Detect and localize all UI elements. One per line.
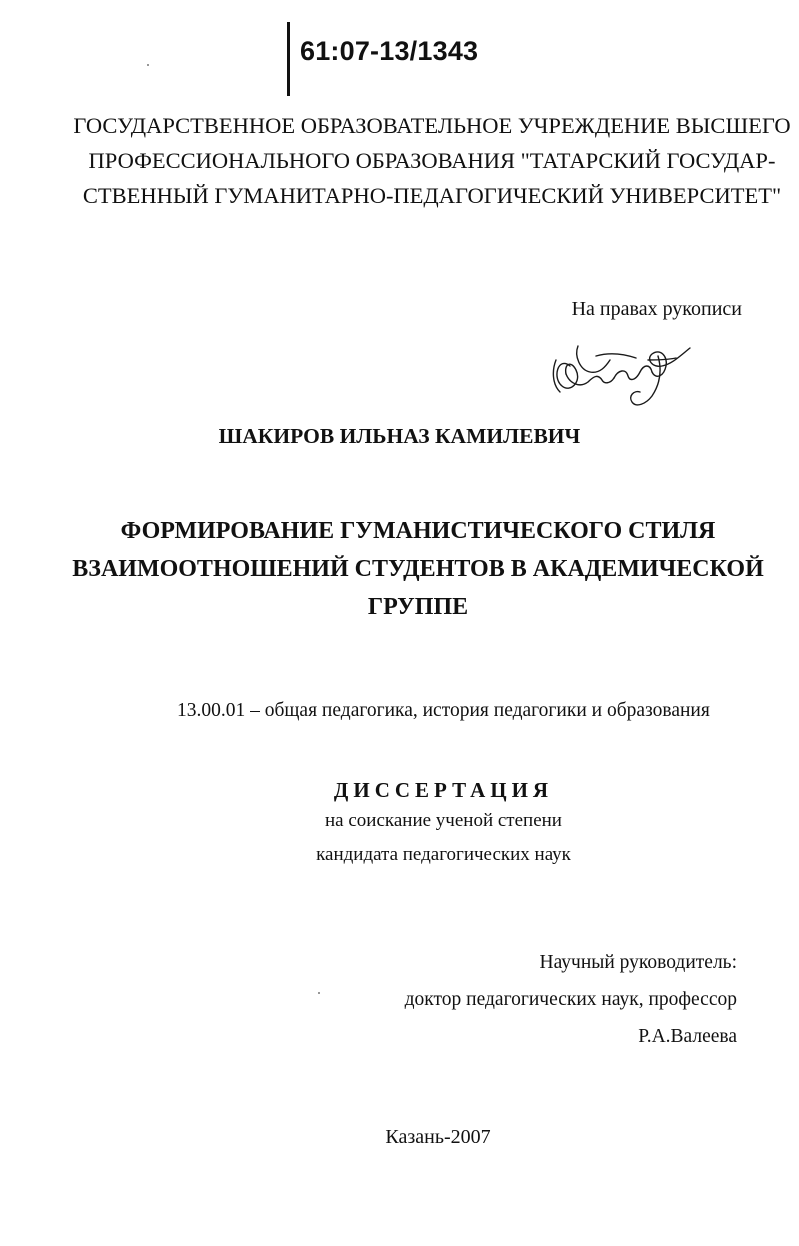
institution-line: ПРОФЕССИОНАЛЬНОГО ОБРАЗОВАНИЯ "ТАТАРСКИЙ ГОСУДАР-: [88, 148, 776, 173]
document-type-heading: ДИССЕРТАЦИЯ: [333, 778, 554, 802]
degree-block: [0, 776, 799, 872]
supervisor-block: [405, 944, 737, 1055]
stamp-vertical-rule: [287, 22, 290, 96]
title-line: ФОРМИРОВАНИЕ ГУМАНИСТИЧЕСКОГО СТИЛЯ: [120, 518, 716, 544]
manuscript-rights-note: На правах рукописи: [571, 298, 742, 320]
scan-speck: [147, 64, 149, 66]
supervisor-label: Научный руководитель:: [539, 952, 737, 973]
supervisor-name: Р.А.Валеева: [638, 1026, 737, 1047]
author-name: ШАКИРОВ ИЛЬНАЗ КАМИЛЕВИЧ: [218, 424, 581, 448]
scan-speck: [318, 992, 320, 994]
author-signature: [540, 326, 700, 412]
city-year: Казань-2007: [385, 1126, 491, 1148]
title-line: ВЗАИМООТНОШЕНИЙ СТУДЕНТОВ В АКАДЕМИЧЕСКОЙ: [72, 556, 764, 582]
title-line: ГРУППЕ: [367, 594, 469, 620]
institution-line: ГОСУДАРСТВЕННОЕ ОБРАЗОВАТЕЛЬНОЕ УЧРЕЖДЕНИЕ ВЫСШЕГО: [73, 113, 791, 138]
supervisor-credentials: доктор педагогических наук, профессор: [404, 989, 737, 1010]
archive-stamp-code: 61:07-13/1343: [300, 36, 479, 66]
institution-header: [60, 108, 799, 213]
degree-line: на соискание ученой степени: [325, 810, 562, 831]
dissertation-title: [0, 512, 799, 626]
institution-line: СТВЕННЫЙ ГУМАНИТАРНО-ПЕДАГОГИЧЕСКИЙ УНИВЕРСИТЕТ": [82, 183, 782, 208]
degree-line: кандидата педагогических наук: [316, 844, 571, 865]
specialty-code: 13.00.01 – общая педагогика, история педагогики и образования: [177, 700, 710, 721]
